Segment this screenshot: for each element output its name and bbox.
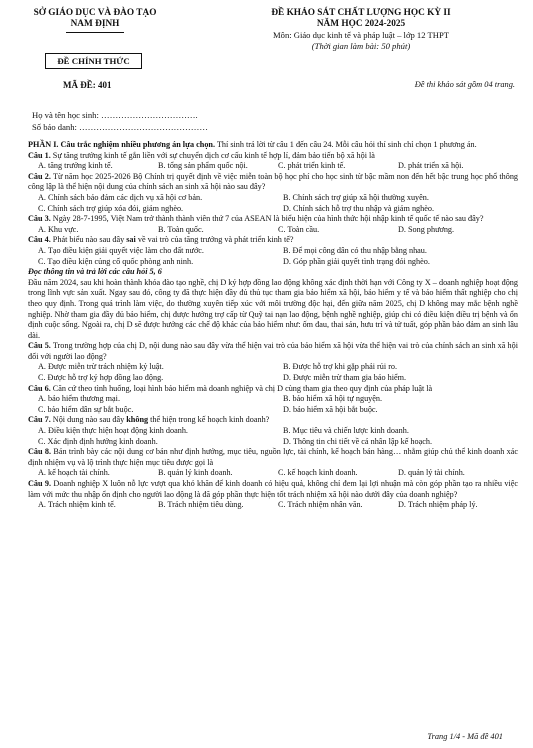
- q9-options: [28, 500, 518, 511]
- option-c[interactable]: C. bảo hiểm dân sự bắt buộc.: [38, 404, 134, 414]
- option-c[interactable]: C. Chính sách trợ giúp xóa đói, giảm nghèo.: [38, 203, 184, 213]
- option-d[interactable]: D. Thông tin chi tiết về cá nhân lập kế hoạch.: [283, 436, 432, 446]
- option-d[interactable]: D. Góp phần giải quyết tình trạng đói nghèo.: [283, 256, 430, 266]
- student-id-line: Số báo danh: ………………………………………: [32, 121, 208, 132]
- option-b[interactable]: B. Trách nhiệm tiêu dùng.: [158, 500, 244, 510]
- option-a[interactable]: A. Chính sách bảo đảm các dịch vụ xã hội cơ bản.: [38, 192, 203, 202]
- question-number: Câu 7.: [28, 415, 51, 425]
- option-a[interactable]: A. kế hoạch tài chính.: [38, 468, 110, 478]
- option-b[interactable]: B. Toàn quốc.: [158, 224, 204, 234]
- question-number: Câu 5.: [28, 341, 51, 351]
- question-text: Sự tăng trưởng kinh tế gắn liền với sự chuyển dịch cơ cấu kinh tế hợp lí, đảm bảo tiến bộ xã hội là: [50, 150, 375, 160]
- question-text: thể hiện trong kế hoạch kinh doanh?: [148, 415, 270, 425]
- question-text: Từ năm học 2025-2026 Bộ Chính trị quyết định về việc miễn toàn bộ học phí cho học sinh từ bậc mầm non đến hết bậc trung học phổ thông công lập là thể hiện nội dung của chính sách an sinh xã hội nào sau đây?: [28, 171, 519, 192]
- option-b[interactable]: B. Để mọi công dân có thu nhập bằng nhau.: [283, 245, 427, 255]
- q4-options: [28, 246, 518, 267]
- option-d[interactable]: D. bảo hiểm xã hội bắt buộc.: [283, 404, 378, 414]
- option-b[interactable]: B. bảo hiểm xã hội tự nguyện.: [283, 394, 383, 404]
- option-b[interactable]: B. tổng sản phẩm quốc nội.: [158, 161, 248, 171]
- question-9: [28, 479, 518, 500]
- question-number: Câu 8.: [28, 447, 52, 457]
- subject-line: Môn: Giáo dục kinh tế và pháp luật – lớp 12 THPT: [273, 30, 449, 40]
- option-c[interactable]: C. phát triển kinh tế.: [278, 161, 346, 171]
- question-5: [28, 341, 518, 362]
- option-d[interactable]: D. quản lý tài chính.: [398, 468, 465, 478]
- exam-info-block: [196, 8, 526, 52]
- question-text: Phát biểu nào sau đây: [50, 235, 127, 245]
- page-footer: Trang 1/4 - Mã đề 401: [427, 732, 503, 742]
- emphasis-word: không: [126, 415, 149, 425]
- option-d[interactable]: D. Song phương.: [398, 224, 455, 234]
- official-stamp-box: ĐỀ CHÍNH THỨC: [45, 53, 142, 69]
- option-b[interactable]: B. Chính sách trợ giúp xã hội thường xuyên.: [283, 192, 429, 202]
- reading-passage: Đầu năm 2024, sau khi hoàn thành khóa đào tạo nghề, chị D ký hợp đồng lao động không xác định thời hạn với Công ty X – doanh nghiệp hoạt động trong lĩnh vực sản xuất. Ngay sau đó, công ty đã thực hiện đầy đủ thủ tục tham gia bảo hiểm xã hội, bảo hiểm y tế và bảo hiểm thất nghiệp cho chị theo quy định. Trong quá trình làm việc, do thường xuyên tiếp xúc với môi trường độc hại, đến giữa năm 2025, chị D không may mắc bệnh nghề nghiệp. Nhờ tham gia đầy đủ bảo hiểm, chị được hưởng trợ cấp từ Quỹ tai nạn lao động, bệnh nghề nghiệp, giúp chi có điều kiện điều trị bệnh và ổn định cuộc sống. Ngoài ra, chị D sẽ được hưởng các chế độ khác của bảo hiểm như: ốm đau, thai sản, hưu trí và tử tuất, góp phần bảo đảm an sinh lâu dài.: [28, 277, 518, 340]
- question-number: Câu 6.: [28, 383, 51, 393]
- exam-code: MÃ ĐỀ: 401: [63, 80, 112, 90]
- option-b[interactable]: B. quản lý kinh doanh.: [158, 468, 233, 478]
- option-b[interactable]: B. Mục tiêu và chiến lược kinh doanh.: [283, 426, 409, 436]
- question-7: [28, 415, 518, 426]
- option-a[interactable]: A. tăng trưởng kinh tế.: [38, 161, 113, 171]
- question-number: Câu 1.: [28, 150, 51, 160]
- emphasis-word: sai: [126, 235, 136, 245]
- question-number: Câu 2.: [28, 171, 51, 181]
- header-underline: [66, 32, 124, 33]
- question-6: [28, 384, 518, 395]
- option-c[interactable]: C. Được hỗ trợ ký hợp đồng lao động.: [38, 373, 164, 383]
- question-text: Trong trường hợp của chị D, nội dung nào sau đây vừa thể hiện vai trò của bảo hiểm xã hội vừa thể hiện vai trò của chính sách an sinh xã hội đối với người lao động?: [28, 341, 519, 361]
- question-text: Căn cứ theo tình huống, loại hình bảo hiểm mà doanh nghiệp và chị D cùng tham gia theo quy định của pháp luật là: [50, 383, 433, 393]
- option-b[interactable]: B. Được hỗ trợ khi gặp phải rủi ro.: [283, 362, 398, 372]
- time-limit: (Thời gian làm bài: 50 phút): [311, 41, 411, 51]
- option-d[interactable]: D. phát triển xã hội.: [398, 161, 464, 171]
- question-text: Doanh nghiệp X luôn nỗ lực vượt qua khó khăn để kinh doanh có hiệu quả, không chỉ đem lại lợi nhuận mà còn góp phần tạo ra nhiều việc làm với mức thu nhập ổn định cho người lao động là đã góp phần thực hiện tốt trách nhiệm xã hội nào dưới đây của doanh nghiệp?: [28, 479, 518, 499]
- option-c[interactable]: C. Toàn cầu.: [278, 224, 320, 234]
- q7-options: [28, 426, 518, 447]
- q2-options: [28, 193, 518, 214]
- pages-note: Đề thi khảo sát gồm 04 trang.: [414, 80, 515, 89]
- question-text: Ngày 28-7-1995, Việt Nam trở thành thành viên thứ 7 của ASEAN là biểu hiện của hình thức hội nhập kinh tế quốc tế nào sau đây?: [50, 214, 484, 224]
- q3-options: [28, 225, 518, 236]
- question-number: Câu 4.: [28, 235, 51, 245]
- option-a[interactable]: A. Được miễn trừ trách nhiệm kỷ luật.: [38, 362, 164, 372]
- question-1: [28, 151, 518, 162]
- province-name: NAM ĐỊNH: [70, 19, 120, 29]
- student-name-line: Họ và tên học sinh: …………………………….: [32, 110, 198, 120]
- question-number: Câu 9.: [28, 479, 52, 488]
- part-title: PHẦN I. Câu trắc nghiệm nhiều phương án lựa chọn.: [28, 140, 216, 149]
- question-3: [28, 214, 518, 225]
- option-c[interactable]: C. Xác định định hướng kinh doanh.: [38, 436, 158, 446]
- option-a[interactable]: A. Trách nhiệm kinh tế.: [38, 500, 116, 510]
- option-d[interactable]: D. Được miễn trừ tham gia bảo hiểm.: [283, 373, 407, 383]
- department-name: SỞ GIÁO DỤC VÀ ĐÀO TẠO: [33, 8, 157, 18]
- q5-options: [28, 362, 518, 383]
- question-text: về vai trò của tăng trưởng và phát triển kinh tế?: [135, 235, 294, 245]
- question-number: Câu 3.: [28, 214, 51, 224]
- school-year: NĂM HỌC 2024-2025: [316, 19, 406, 29]
- question-content: [28, 140, 518, 511]
- q6-options: [28, 394, 518, 415]
- option-d[interactable]: D. Chính sách hỗ trợ thu nhập và giảm nghèo.: [283, 203, 434, 213]
- option-a[interactable]: A. Khu vực.: [38, 224, 79, 234]
- option-a[interactable]: A. bảo hiểm thương mại.: [38, 394, 120, 404]
- part-instruction: Thí sinh trả lời từ câu 1 đến câu 24. Mỗi câu hỏi thí sinh chỉ chọn 1 phương án.: [215, 140, 477, 149]
- option-d[interactable]: D. Trách nhiệm pháp lý.: [398, 500, 478, 510]
- q1-options: [28, 161, 518, 172]
- option-a[interactable]: A. Điều kiện thực hiện hoạt động kinh doanh.: [38, 426, 188, 436]
- question-4: [28, 235, 518, 246]
- question-2: [28, 172, 518, 193]
- option-a[interactable]: A. Tạo điều kiện giải quyết việc làm cho đất nước.: [38, 245, 204, 255]
- question-8: [28, 447, 518, 468]
- issuer-block: [10, 8, 180, 33]
- reading-title: Đọc thông tin và trả lời các câu hỏi 5, 6: [28, 267, 162, 277]
- part-heading: [28, 140, 518, 151]
- question-text: Nội dung nào sau đây: [50, 415, 127, 425]
- question-text: Bản trình bày các nội dung cơ bản như định hướng, mục tiêu, nguồn lực, tài chính, kế hoạch bán hàng… nhằm giúp chủ thể kinh doanh xác định nhiệm vụ và lộ trình thực hiện mục tiêu được gọi là: [28, 447, 519, 467]
- exam-title: ĐỀ KHẢO SÁT CHẤT LƯỢNG HỌC KỲ II: [271, 8, 451, 18]
- q8-options: [28, 468, 518, 479]
- option-c[interactable]: C. Tạo điều kiện củng cố quốc phòng anh ninh.: [38, 256, 194, 266]
- option-c[interactable]: C. Trách nhiệm nhân văn.: [278, 500, 363, 510]
- option-c[interactable]: C. kế hoạch kinh doanh.: [278, 468, 358, 478]
- student-info: [32, 110, 208, 133]
